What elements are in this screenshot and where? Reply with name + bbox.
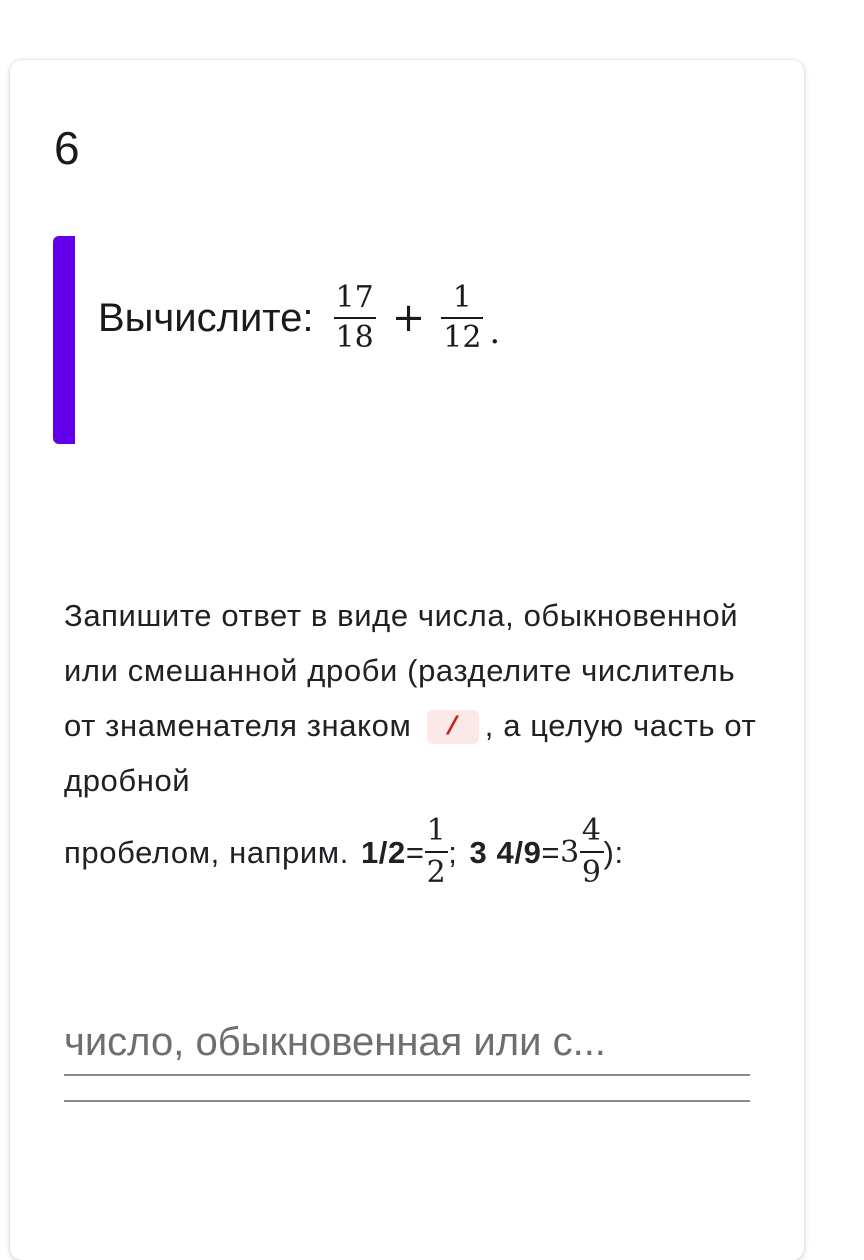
task-card (10, 60, 804, 1260)
question-text (98, 278, 500, 358)
fraction-numerator: 4 (581, 813, 602, 848)
instructions-text-continued: , а целую часть от дробной (64, 708, 757, 798)
plus-operator: + (391, 295, 426, 341)
example-2-equals: = (541, 834, 561, 870)
answer-instructions (64, 588, 764, 892)
example-separator: ; (448, 834, 458, 870)
example-2-whole: 3 (560, 834, 580, 870)
task-number: 6 (54, 122, 80, 174)
fraction-denominator: 2 (426, 855, 447, 890)
example-suffix: ): (603, 834, 624, 870)
fraction-denominator: 9 (581, 855, 602, 890)
question-prompt: Вычислите: (98, 295, 314, 340)
fraction-denominator: 12 (443, 320, 482, 355)
question-fraction-1 (334, 280, 376, 355)
example-2-fraction (580, 813, 604, 890)
example-1-equals: = (405, 834, 425, 870)
fraction-numerator: 1 (426, 813, 447, 848)
fraction-denominator: 18 (335, 320, 374, 355)
example-2-code: 3 4/9 (469, 834, 542, 870)
question-accent-bar (53, 236, 75, 444)
question-fraction-2 (441, 280, 483, 355)
slash-code-badge: / (427, 710, 479, 744)
fraction-numerator: 17 (335, 280, 374, 315)
instructions-example-line (64, 812, 764, 892)
example-1-code: 1/2 (360, 834, 406, 870)
instructions-text: Запишите ответ в виде числа, обыкновенной или смешанной дроби (разделите числитель от знаменателя знаком (64, 598, 739, 743)
question-period: . (489, 312, 501, 352)
answer-input[interactable] (64, 1010, 750, 1076)
example-prefix: пробелом, наприм. (64, 834, 349, 870)
input-divider (64, 1100, 750, 1102)
fraction-numerator: 1 (452, 280, 472, 315)
example-1-fraction (425, 813, 449, 890)
